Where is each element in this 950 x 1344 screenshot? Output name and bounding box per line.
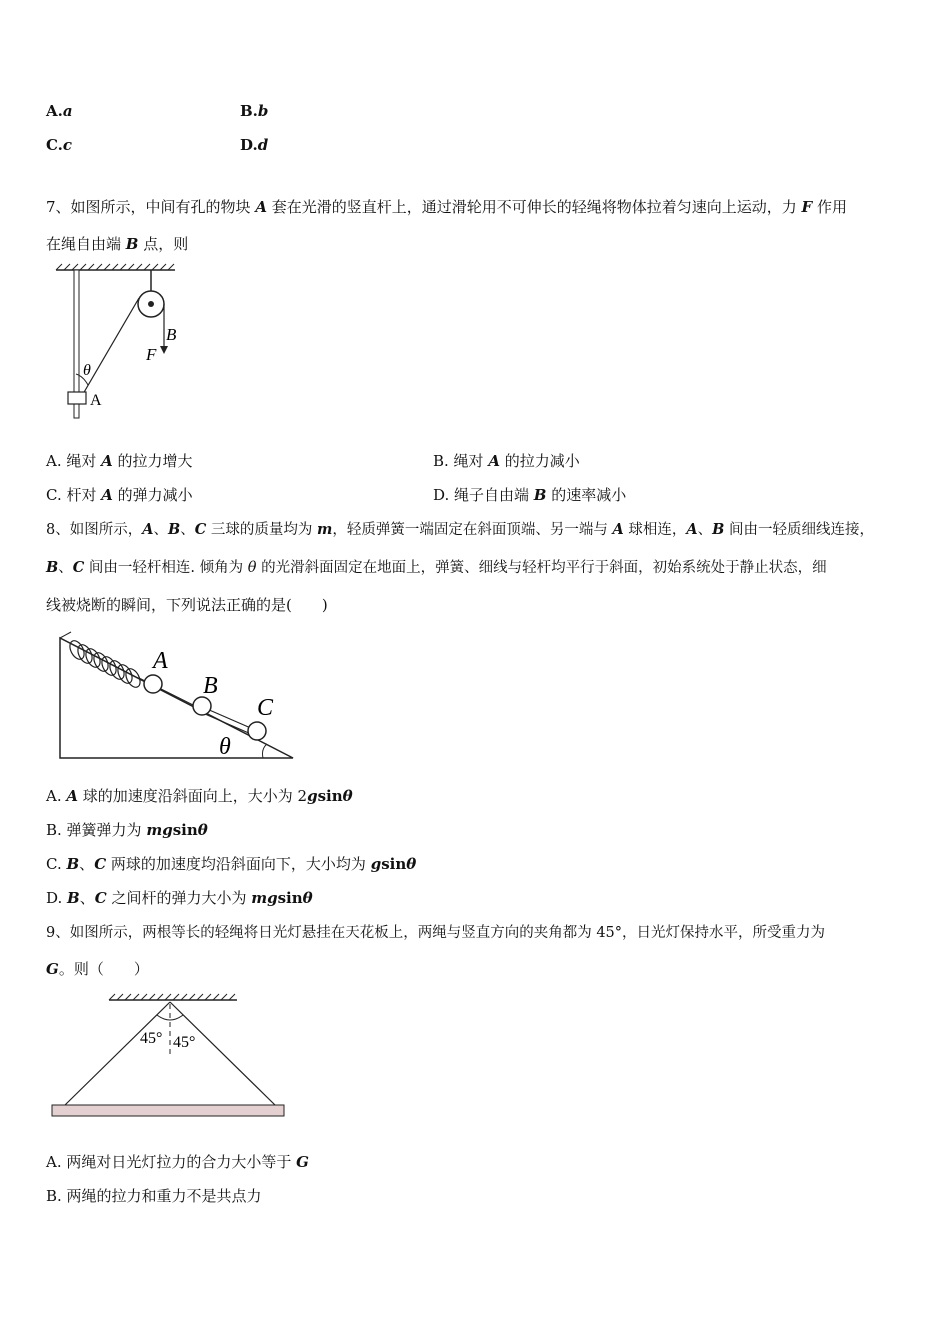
q9-stem-line1 [46, 921, 825, 942]
text: ，轻质弹簧一端固定在斜面顶端、另一端与 [332, 522, 613, 538]
var: A [101, 452, 113, 470]
var: m [317, 521, 333, 538]
text: 三球的质量均为 [206, 522, 318, 538]
var: B [67, 889, 80, 907]
var: A [612, 521, 624, 538]
var: g [370, 855, 382, 873]
q8-fig-label-c: C [257, 695, 274, 721]
text: 、 [697, 522, 713, 538]
var: B [66, 855, 80, 873]
q9-option-a [46, 1151, 309, 1172]
text: 作用 [812, 198, 847, 216]
var: C [194, 521, 207, 538]
q7-fig-label-a: A [90, 392, 102, 409]
text: sin [172, 821, 198, 839]
text: 线被烧断的瞬间，下列说法正确的是( ) [46, 596, 328, 614]
var: A [488, 452, 500, 470]
text: 、 [180, 522, 195, 538]
q7-fig-label-f: F [146, 345, 157, 364]
q7-fig-label-theta: θ [83, 362, 91, 379]
text: 8、如图所示， [46, 522, 143, 538]
var: B [533, 486, 547, 504]
q7-option-a [46, 450, 193, 471]
var: G [296, 1153, 309, 1171]
q9-fig-angle-left: 45° [140, 1030, 163, 1047]
var: θ [406, 855, 417, 873]
text: 球的加速度沿斜面向上，大小为 2 [78, 787, 308, 805]
text: 间由一轻杆相连. 倾角为 [84, 560, 248, 576]
var: mg [146, 821, 173, 839]
q8-option-b [46, 819, 208, 840]
text: A. 绳对 [46, 452, 102, 470]
var: A [142, 521, 154, 538]
text: B. 弹簧弹力为 [46, 821, 147, 839]
q7-fig-label-b: B [166, 325, 177, 344]
text: 球相连， [623, 522, 687, 538]
var: A [66, 787, 79, 805]
q7-option-c [46, 484, 193, 505]
text: sin [277, 889, 303, 907]
q6-option-b-value: b [257, 102, 269, 120]
var: B [125, 235, 139, 253]
var: θ [302, 889, 313, 907]
q7-option-b [433, 450, 580, 471]
var: A [101, 486, 113, 504]
text: sin [317, 787, 343, 805]
var: θ [342, 787, 353, 805]
text: 在绳自由端 [46, 235, 126, 253]
q6-option-d-value: d [257, 136, 269, 154]
text: 、 [153, 522, 168, 538]
var: C [72, 559, 85, 576]
text: 套在光滑的竖直杆上，通过滑轮用不可伸长的轻绳将物体拉着匀速向上运动，力 [266, 198, 802, 216]
var: C [94, 855, 107, 873]
text: 、 [79, 855, 95, 873]
text: 。则（ ） [58, 960, 149, 978]
q7-pulley-figure [50, 262, 200, 422]
text: 间由一轻质细线连接， [724, 522, 874, 538]
q8-fig-label-b: B [203, 673, 218, 699]
q6-option-c-label: C. [46, 136, 63, 154]
q6-option-a [46, 102, 73, 120]
q8-fig-label-a: A [153, 648, 168, 674]
text: C. 杆对 [46, 486, 102, 504]
text: 之间杆的弹力大小为 [106, 889, 252, 907]
text: 的弹力减小 [112, 486, 193, 504]
text: 、 [79, 889, 95, 907]
text: D. 绳子自由端 [433, 486, 534, 504]
var: θ [247, 560, 257, 576]
q7-stem-line2 [46, 233, 188, 254]
q8-incline-figure [55, 628, 305, 763]
q8-stem-line1 [46, 518, 874, 539]
text: 两球的加速度均沿斜面向下，大小均为 [106, 855, 371, 873]
text: sin [381, 855, 407, 873]
text: 点，则 [138, 235, 189, 253]
q9-fig-angle-right: 45° [173, 1034, 196, 1051]
text: 9、如图所示，两根等长的轻绳将日光灯悬挂在天花板上，两绳与竖直方向的夹角都为 45°，日光灯保持水平，所受重力为 [46, 925, 826, 941]
q6-option-c [46, 136, 72, 154]
text: 的光滑斜面固定在地面上，弹簧、细线与轻杆均平行于斜面，初始系统处于静止状态，细 [256, 560, 827, 576]
q6-option-a-value: a [62, 102, 73, 120]
var: F [801, 198, 813, 216]
text: A. 两绳对日光灯拉力的合力大小等于 [46, 1153, 297, 1171]
text: B. 绳对 [433, 452, 489, 470]
text: 的拉力减小 [499, 452, 580, 470]
var: g [307, 787, 318, 805]
text: B. 两绳的拉力和重力不是共点力 [46, 1187, 262, 1205]
var: mg [251, 889, 278, 907]
text: 7、如图所示，中间有孔的物块 [46, 198, 256, 216]
q6-option-d-label: D. [240, 136, 258, 154]
text: 的拉力增大 [112, 452, 193, 470]
q6-option-d [240, 136, 268, 154]
q8-option-d [46, 887, 313, 908]
q8-stem-line3 [46, 594, 328, 615]
q8-option-a [46, 785, 353, 806]
q7-stem-line1 [46, 196, 847, 217]
var: B [168, 521, 181, 538]
q6-option-b-label: B. [240, 102, 258, 120]
var: A [686, 521, 698, 538]
text: C. [46, 855, 67, 873]
q6-option-b [240, 102, 268, 120]
var: A [255, 198, 267, 216]
var: C [94, 889, 107, 907]
var: B [712, 521, 725, 538]
var: B [46, 559, 59, 576]
text: A. [46, 787, 67, 805]
q9-option-b [46, 1185, 262, 1206]
q7-option-d [433, 484, 626, 505]
var: θ [197, 821, 208, 839]
text: 的速率减小 [546, 486, 627, 504]
q8-option-c [46, 853, 416, 874]
q9-lamp-figure [45, 990, 295, 1120]
var: G [46, 960, 59, 978]
q9-stem-line2 [46, 958, 149, 979]
q8-fig-label-theta: θ [219, 734, 231, 760]
text: 、 [58, 560, 73, 576]
q6-option-c-value: c [62, 136, 73, 154]
text: D. [46, 889, 68, 907]
q8-stem-line2 [46, 556, 827, 577]
q6-option-a-label: A. [46, 102, 63, 120]
